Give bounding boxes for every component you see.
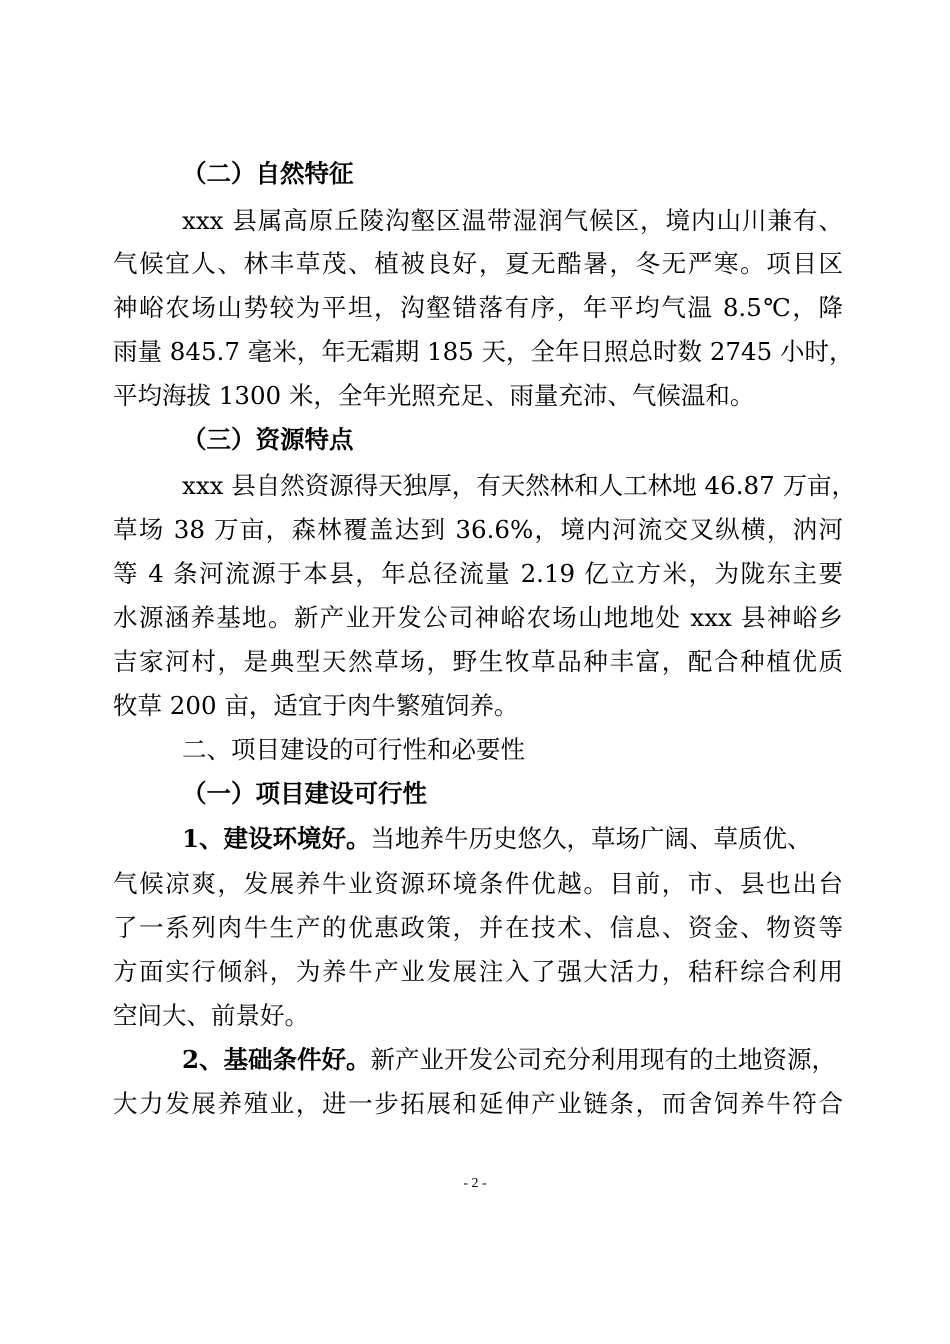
section-heading-two: 二、项目建设的可行性和必要性 — [182, 735, 525, 764]
page-number: - 2 - — [463, 1176, 487, 1191]
item-title: 2、基础条件好。 — [182, 1045, 371, 1074]
paragraph-line: 平均海拔 1300 米，全年光照充足、雨量充沛、气候温和。 — [113, 381, 755, 410]
paragraph-line: xxx 县自然资源得天独厚，有天然林和人工林地 46.87 万亩， — [182, 471, 856, 500]
paragraph-line: 牧草 200 亩，适宜于肉牛繁殖饲养。 — [113, 691, 519, 720]
heading-natural-features: （二）自然特征 — [182, 159, 354, 188]
heading-feasibility: （一）项目建设可行性 — [182, 779, 427, 808]
paragraph-line: 气候宜人、林丰草茂、植被良好，夏无酷暑，冬无严寒。项目区 — [113, 249, 843, 278]
paragraph-line: 雨量 845.7 毫米，年无霜期 185 天，全年日照总时数 2745 小时， — [113, 337, 854, 366]
paragraph-line: 水源涵养基地。新产业开发公司神峪农场山地地处 xxx 县神峪乡 — [113, 603, 843, 632]
paragraph-line: 空间大、前景好。 — [113, 1001, 309, 1030]
item-text: 新产业开发公司充分利用现有的土地资源， — [370, 1045, 837, 1074]
paragraph-line: 等 4 条河流源于本县，年总径流量 2.19 亿立方米，为陇东主要 — [113, 559, 843, 588]
paragraph-line: 方面实行倾斜，为养牛产业发展注入了强大活力，秸秆综合利用 — [113, 957, 843, 986]
item-text: 当地养牛历史悠久，草场广阔、草质优、 — [370, 824, 812, 853]
paragraph-line: 气候凉爽，发展养牛业资源环境条件优越。目前，市、县也出台 — [113, 869, 843, 898]
paragraph-line: 大力发展养殖业，进一步拓展和延伸产业链条，而舍饲养牛符合 — [113, 1089, 843, 1118]
paragraph-line: 吉家河村，是典型天然草场，野生牧草品种丰富，配合种植优质 — [113, 647, 843, 676]
heading-resources: （三）资源特点 — [182, 425, 354, 454]
paragraph-line: 神峪农场山势较为平坦，沟壑错落有序，年平均气温 8.5℃，降 — [113, 293, 843, 322]
paragraph-line: 草场 38 万亩，森林覆盖达到 36.6%，境内河流交叉纵横，汭河 — [113, 515, 843, 544]
paragraph-line: 了一系列肉牛生产的优惠政策，并在技术、信息、资金、物资等 — [113, 913, 843, 942]
item-title: 1、建设环境好。 — [182, 824, 371, 853]
item-line — [182, 821, 843, 857]
paragraph-line: xxx 县属高原丘陵沟壑区温带湿润气候区，境内山川兼有、 — [182, 206, 843, 235]
item-line — [182, 1042, 843, 1078]
